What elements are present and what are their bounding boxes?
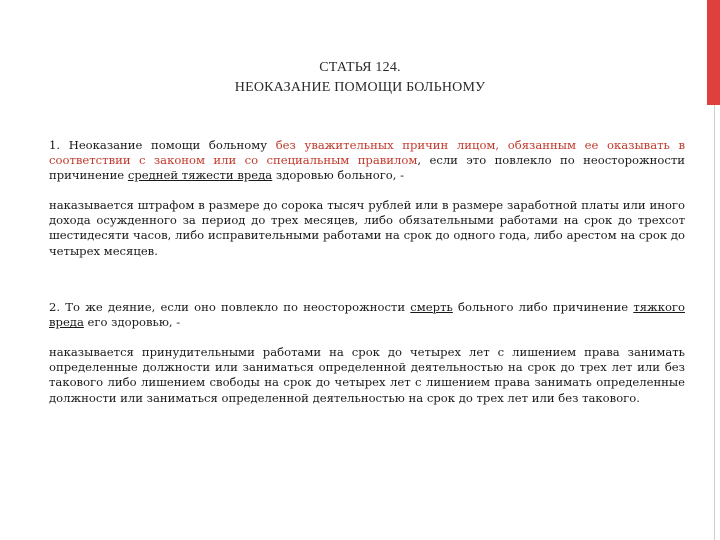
page-title (0, 58, 720, 98)
p1-text-middle: , если это повлекло по неосторожности причинение (49, 153, 685, 183)
p1-text-end: здоровью больного, - (272, 168, 405, 183)
right-divider (714, 105, 715, 540)
p3-text-end: его здоровью, - (83, 315, 181, 330)
p1-underlined-term: средней тяжести вреда (127, 168, 273, 183)
paragraph-part-1 (49, 138, 685, 184)
p3-text-middle: больного либо причинение (452, 300, 634, 314)
paragraph-penalty-2: наказывается принудительными работами на срок до четырех лет с лишением права занимать определенные должности или заниматься определенной деятельностью на срок до трех лет или без такового либо лишением свободы на срок до четырех лет с лишением права занимать определенные должности или заниматься определенной деятельностью на срок до трех лет или без такового. (49, 345, 685, 405)
title-article-number: СТАТЬЯ 124. (319, 60, 401, 75)
p3-underlined-death: смерть (410, 300, 453, 314)
paragraph-part-2 (49, 300, 685, 330)
title-article-name: НЕОКАЗАНИЕ ПОМОЩИ БОЛЬНОМУ (234, 80, 486, 95)
p3-underlined-harm: тяжкого вреда (49, 300, 685, 330)
paragraph-penalty-1: наказывается штрафом в размере до сорока тысяч рублей или в размере заработной платы или иного дохода осужденного за период до трех месяцев, либо обязательными работами на срок до трехсот шестидесяти часов, либо исправительными работами на срок до одного года, либо арестом на срок до четырех месяцев. (49, 198, 685, 258)
p1-highlighted-text: без уважительных причин лицом, обязанным ее оказывать в соответствии с законом или со специальным правилом (49, 138, 686, 168)
p3-text-start: 2. То же деяние, если оно повлекло по неосторожности (49, 300, 411, 314)
p1-text-start: 1. Неоказание помощи больному (49, 138, 276, 152)
